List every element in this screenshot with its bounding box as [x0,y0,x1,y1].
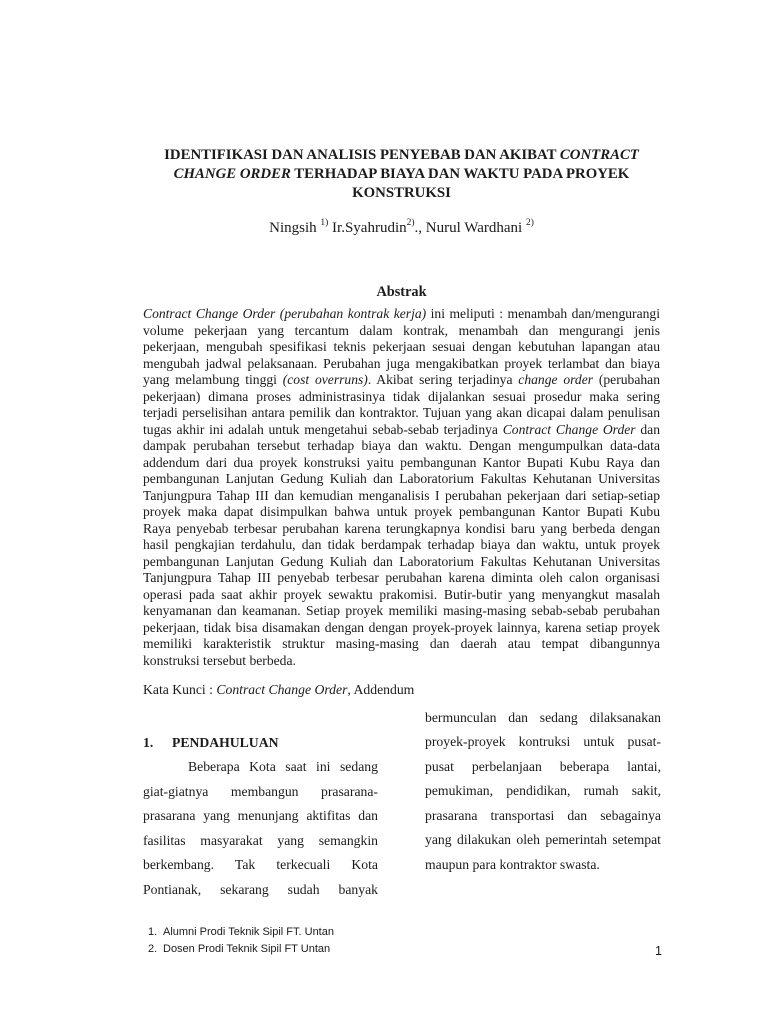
body-text: prasarana yang menunjang aktifitas dan [143,808,378,824]
footnotes [148,924,334,958]
body-line [143,878,378,903]
abstract-text: operasi pada saat akhir proyek sewaktu prakomisi. Butir-butir yang menyangkut masalah [143,586,660,602]
keywords-text: Kata Kunci : [143,682,217,697]
title-line [143,184,660,203]
abstract-text: ini meliputi : menambah dan/mengurangi [426,306,660,321]
footnote-number: 2. [148,942,158,955]
author-text: Ningsih [269,220,321,236]
body-text: Beberapa Kota saat ini sedang [188,759,378,775]
footnote-text: Alumni Prodi Teknik Sipil FT. Untan [163,925,334,938]
abstract-text: dampak perubahan tersebut terhadap biaya dan waktu. Dengan mengumpulkan data-data [143,438,660,453]
abstract-line [143,521,660,538]
body-text: fasilitas masyarakat yang semangkin [143,832,378,848]
abstract-line [143,636,660,653]
footnote-text: Dosen Prodi Teknik Sipil FT Untan [163,942,331,955]
abstract-text: kenyamanan dan keamanan. Setiap proyek memiliki masing-masing sebab-sebab perubahan [143,603,660,618]
body-text: prasarana transportasi dan sebagainya [425,807,661,823]
body-line [425,853,661,878]
abstract-line [143,405,660,422]
abstract-text: pembangunan Lanjutan Gedung Kuliah dan Laboratorium Fakultas Kehutanan Universitas [143,553,660,569]
title-text-italic: CONTRACT [559,146,639,163]
abstract-text: konstruksi tersebut berbeda. [143,652,296,668]
body-line [143,755,378,780]
title-line [143,146,660,165]
abstract-line [143,356,660,373]
abstract-line [143,620,660,637]
abstract-text: pembangunan Lanjutan Gedung Kuliah dan Laboratorium Fakultas Kehutanan Universitas [143,471,660,486]
right-column [425,706,661,878]
abstract-text: dan [635,421,660,437]
affiliation-marker: 1) [320,218,329,229]
keywords-line [143,681,660,699]
author-list [143,218,660,238]
title-text: IDENTIFIKASI DAN ANALISIS PENYEBAB DAN AKIBAT [164,146,560,163]
abstract-text: yang melambung tinggi [143,372,283,387]
body-line [425,755,661,780]
body-text: proyek-proyek kontruksi untuk pusat- [425,734,661,750]
author-text: Ir.Syahrudin [328,220,407,236]
abstract-line [143,422,660,439]
abstract-line [143,389,660,406]
abstract-line [143,537,660,554]
abstract-text: pekerjaan) dimana proses administrasinya tidak dijalankan sesuai prosedur maka sering [143,388,660,404]
section-title: PENDAHULUAN [172,734,279,750]
abstract-line [143,587,660,604]
body-line [143,780,378,805]
affiliation-marker: 2) [406,218,415,229]
affiliation-marker: 2) [525,218,534,229]
body-text: Pontianak, sekarang sudah banyak [143,881,378,897]
abstract-line [143,554,660,571]
abstract-body [143,306,660,669]
section-number: 1. [143,734,154,750]
abstract-text: hasil pengkajian terdahulu, dan tidak berdampak terhadap biaya dan waktu, untuk proyek [143,537,660,552]
title-text: TERHADAP BIAYA DAN WAKTU PADA PROYEK [290,165,630,182]
abstract-line [143,438,660,455]
abstract-line [143,455,660,472]
footnote-number: 1. [148,925,158,938]
body-line [143,804,378,829]
author-text: ., Nurul Wardhani [414,220,526,236]
abstract-text: Tanjungpura Tahap III dan kemudian menganalisis I perubahan pekerjaan dari setiap-setiap [143,487,660,503]
abstract-text: . Akibat sering terjadinya [367,372,519,387]
abstract-line [143,306,660,323]
abstract-text: (perubahan [593,372,660,387]
abstract-text: volume pekerjaan yang tercantum dalam kontrak, menambah dan mengurangi jenis [143,322,660,338]
abstract-text-italic: (cost overruns) [282,372,368,387]
body-line [425,706,661,731]
body-text: yang dilakukan oleh pemerintah setempat [425,832,661,848]
abstract-line [143,653,660,670]
left-column-text [143,755,378,902]
keywords-text-italic: Contract Change Order [216,682,348,697]
body-text: pusat perbelanjaan beberapa lantai, [425,758,661,774]
body-line [425,804,661,829]
body-text: maupun para kontraktor swasta. [425,856,600,872]
body-line [425,730,661,755]
abstract-text-italic: Contract Change Order (perubahan kontrak kerja) [143,306,427,321]
abstract-text: memiliki karakteristik struktur masing-masing dan daerah atau tempat dibangunnya [143,636,660,651]
abstract-text: mengubah jadwal pelaksanaan. Perubahan juga mengakibatkan proyek terlambat dan biaya [143,355,660,371]
body-text: bermunculan dan sedang dilaksanakan [425,709,661,725]
abstract-line [143,339,660,356]
abstract-text: pekerjaan, mengubah spesifikasi teknis pekerjaan sesuai dengan kebutuhan lapangan atau [143,339,660,354]
left-column [143,731,378,903]
abstract-text: tugas akhir ini adalah untuk mengetahui sebab-sebab terjadinya [143,421,503,437]
footnote [148,941,334,958]
abstract-line [143,570,660,587]
body-line [143,853,378,878]
abstract-line [143,471,660,488]
abstract-line [143,504,660,521]
title-text-italic: CHANGE ORDER [173,165,291,182]
abstract-text: pekerjaan, tidak bisa disamakan dengan dengan proyek-proyek lainnya, karena setiap proyek [143,619,660,635]
body-text: giat-giatnya membangun prasarana- [143,783,378,799]
page-number: 1 [655,944,662,958]
abstract-heading: Abstrak [376,284,427,300]
body-line [143,829,378,854]
paper-title [143,146,660,203]
abstract-line [143,323,660,340]
abstract-text: addendum dari dua proyek konstruksi yaitu pembangunan Kantor Bupati Kubu Raya dan [143,454,660,470]
body-text: berkembang. Tak terkecuali Kota [143,857,378,873]
abstract-line [143,372,660,389]
abstract-text: proyek maka dapat disimpulkan bahwa untuk proyek pembangunan Kantor Bupati Kubu [143,504,660,519]
abstract-line [143,488,660,505]
section-heading [143,731,378,756]
abstract-line [143,603,660,620]
body-line [425,779,661,804]
abstract-text-italic: Contract Change Order [502,421,636,437]
keywords-text: , Addendum [347,682,415,697]
abstract-text-italic: change order [518,372,594,387]
body-text: pemukiman, pendidikan, rumah sakit, [425,783,661,799]
title-line [143,165,660,184]
title-text: KONSTRUKSI [352,184,451,201]
body-line [425,828,661,853]
abstract-text: terjadi perselisihan antara pemilik dan kontraktor. Tujuan yang akan dicapai dalam penulisan [143,405,660,420]
abstract-text: Tanjungpura Tahap III penyebab terbesar perubahan karena diminta oleh calon organisasi [143,570,660,585]
abstract-text: Raya penyebab terbesar perubahan karena terungkapnya kondisi baru yang berbeda dengan [143,520,660,536]
footnote [148,924,334,941]
